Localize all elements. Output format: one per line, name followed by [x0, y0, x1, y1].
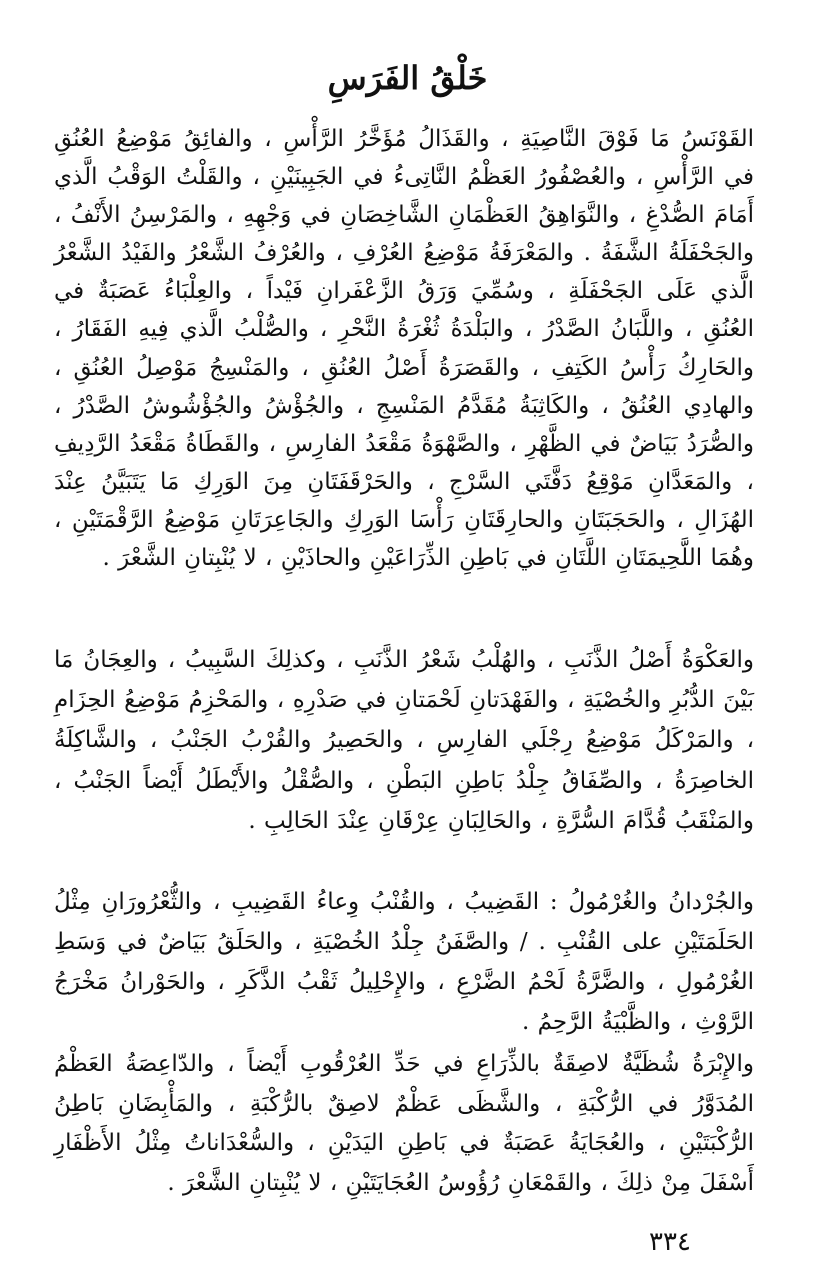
- paragraph-1: القَوْنَسُ مَا فَوْقَ النَّاصِيَةِ ، والقَذَالُ مُؤَخَّرُ الرَّأْسِ ، والفائِقُ مَوْضِعُ العُنُقِ في الرَّأْسِ ، والعُصْفُورُ العَظْمُ النَّاتِىءُ في الجَبِينَيْنِ ، والقَلْتُ الوَقْبُ الَّذي أَمَامَ الصُّدْغِ ، والنَّوَاهِقُ العَظْمَانِ الشَّاخِصَانِ في وَجْهِهِ ، والمَرْسِنُ الأَنْفُ ، والجَحْفَلَةُ الشَّفَةُ . والمَعْرَفَةُ مَوْضِعُ العُرْفِ ، والعُرْفُ الشَّعْرُ والفَيْدُ الشَّعْرُ الَّذي عَلَى الجَحْفَلَةِ ، وسُمِّيَ وَرَقُ الزَّعْفَرانِ فَيْداً ، والعِلْبَاءُ عَصَبَةٌ في العُنُقِ ، واللَّبَانُ الصَّدْرُ ، والبَلْدَةُ ثُغْرَةُ النَّحْرِ ، والصُّلْبُ الَّذي فِيهِ الفَقَارُ ، والحَارِكُ رَأْسُ الكَتِفِ ، والقَصَرَةُ أَصْلُ العُنُقِ ، والمَنْسِجُ مَوْصِلُ العُنُقِ ، والهادِي العُنُقُ ، والكَاثِبَةُ مُقَدَّمُ المَنْسِجِ ، والجُؤْشُ والجُؤْشُوشُ الصَّدْرُ ، والصُّرَدُ بَيَاضٌ في الظَّهْرِ ، والصَّهْوَةُ مَقْعَدُ الفارِسِ ، والقَطَاةُ مَقْعَدُ الرَّدِيفِ ، والمَعَدَّانِ مَوْقِعُ دَفَّتَي السَّرْجِ ، والحَرْقَفَتَانِ مِنَ الوَرِكِ مَا يَتَبَيَّنُ عِنْدَ الهُزَالِ ، والحَجَبَتَانِ والحارِقَتَانِ رَأْسَا الوَرِكِ والجَاعِرَتَانِ مَوْضِعُ الرَّقْمَتَيْنِ ، وهُمَا اللَّحِيمَتَانِ اللَّتَانِ في بَاطِنِ الذِّرَاعَيْنِ والحاذَيْنِ ، لا يُنْبِتانِ الشَّعْرَ .: [54, 126, 754, 572]
- page-number: ٣٣٤: [649, 1227, 691, 1257]
- page-title: خَلْقُ الفَرَسِ: [327, 59, 488, 97]
- paragraph-2: والعَكْوَةُ أَصْلُ الذَّنَبِ ، والهُلْبُ شَعْرُ الذَّنَبِ ، وكذلِكَ السَّبِيبُ ، والعِجَانُ مَا بَيْنَ الدُّبُرِ والخُصْيَةِ ، والفَهْدَتانِ لَحْمَتانِ في صَدْرِهِ ، والمَحْزِمُ مَوْضِعُ الحِزَامِ ، والمَرْكَلُ مَوْضِعُ رِجْلَي الفارِسِ ، والحَصِيرُ والقُرْبُ الجَنْبُ ، والشَّاكِلَةُ الخاصِرَةُ ، والصِّفَاقُ جِلْدُ بَاطِنِ البَطْنِ ، والصُّقْلُ والأَيْطَلُ أَيْضاً الجَنْبُ ، والمَنْقَبُ قُدَّامَ السُّرَّةِ ، والحَالِبَانِ عِرْقَانِ عِنْدَ الحَالِبِ .: [54, 647, 754, 834]
- paragraph-3: والجُرْدانُ والغُرْمُولُ : القَضِيبُ ، والقُنْبُ وِعاءُ القَضِيبِ ، والثُّعْرُورَانِ مِثْلُ الحَلَمَتَيْنِ على القُنْبِ . / والصَّفَنُ جِلْدُ الخُصْيَةِ ، والحَلَقُ بَيَاضٌ في وَسَطِ الغُرْمُولِ ، والضَّرَّةُ لَحْمُ الضَّرْعِ ، والإِحْلِيلُ ثَقْبُ الذَّكَرِ ، والحَوْرانُ مَخْرَجُ الرَّوْثِ ، والظَّبْيَةُ الرَّحِمُ .: [54, 889, 754, 1035]
- paragraph-4: والإِبْرَةُ شُظَيَّةٌ لاصِقَةٌ بالذِّرَاعِ في حَدِّ العُرْقُوبِ أَيْضاً ، والدّاعِصَةُ العَظْمُ المُدَوَّرُ في الرُّكْبَةِ ، والشَّظَى عَظْمٌ لاصِقٌ بالرُّكْبَةِ ، والمَأْبِضَانِ بَاطِنُ الرُّكْبَتَيْنِ ، والعُجَايَةُ عَصَبَةٌ في بَاطِنِ اليَدَيْنِ ، والسُّعْدَاناتُ مِثْلُ الأَظْفَارِ أَسْفَلَ مِنْ ذلِكَ ، والقَمْعَانِ رُؤُوسُ العُجَايَتَيْنِ ، لا يُنْبِتانِ الشَّعْرَ .: [54, 1051, 754, 1197]
